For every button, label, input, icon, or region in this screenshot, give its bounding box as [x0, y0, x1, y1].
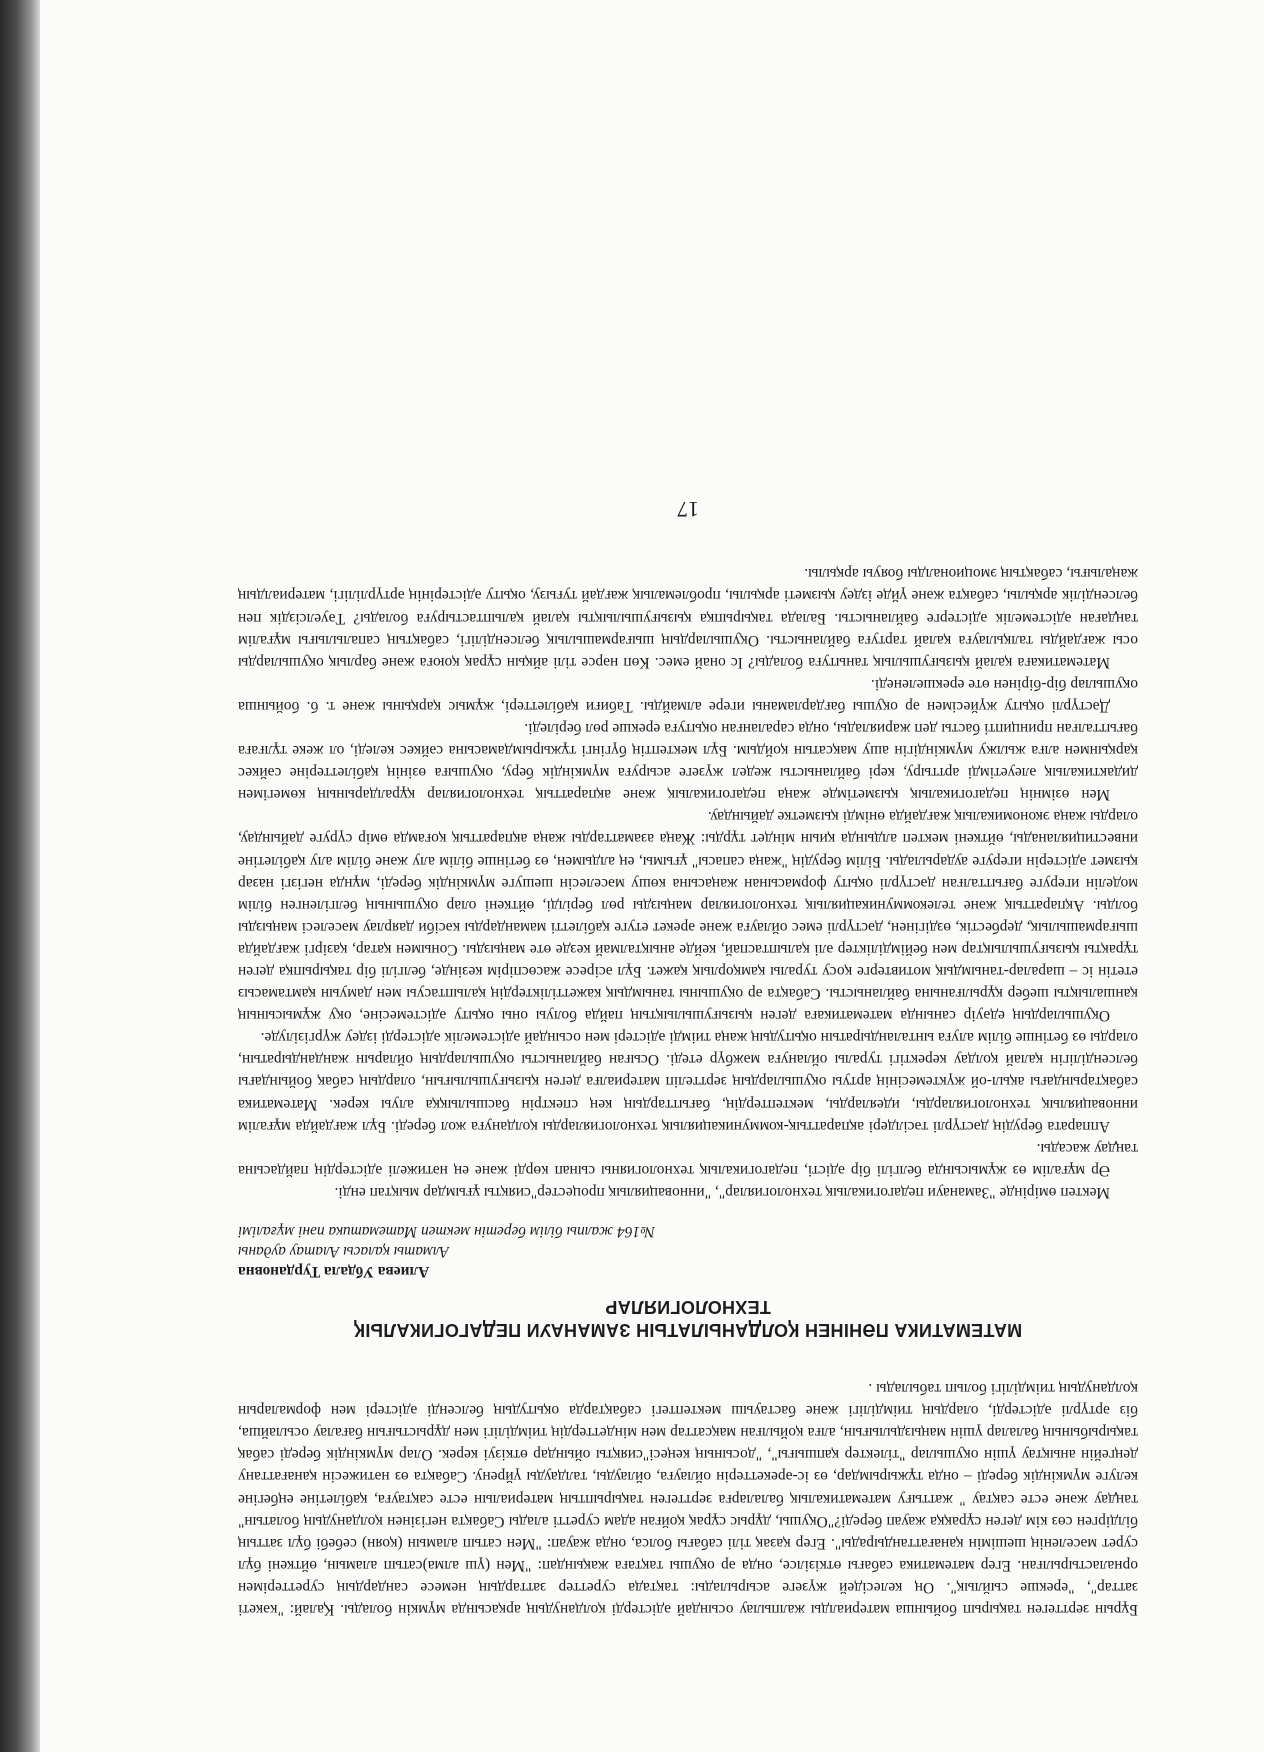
- article-title-line-2: ТЕХНОЛОГИЯЛАР: [605, 1296, 771, 1317]
- body-paragraph: Мектеп өмірінде "Заманауи педагогикалық технологиялар", "инновациялық процестер"сияқты ұғымдар мықтап енді.: [334, 1183, 1110, 1201]
- author-block: [238, 1221, 1138, 1281]
- intro-paragraph: Бұрын зерттеген тақырып бойынша материалды жалпылау осындай әдістерді қолданудың арқасында мүмкін болады. Қалай: "кәкеті заттар", "ерекше сыйлық". Оң келесідей жүзеге асырылады: тақтада суреттер заттардың немесе сандардың суреттерімен орналастырылған. Егер математика сабағы өткізілсе, онда әр оқушы тақтаға жақындап: "Мен (үш алма)сатып аламын, өйткені бұл сурет мәселенің шешімін қанағаттандырады". Егер қазақ тілі сабағы болса, онда жауап: "Мен сатып аламын (қоян) себебі бұл заттың білдірген сөз кім деген сұраққа жауап береді?"Оқушы, дұрыс сұрақ қойған адам суретті алады Сабақта негізінен қолданудың болатын" таңдау және есте сақтау " жаттығу математикалық балаларға зерттеген тақырыптың материалын есте сақтауға, қабілетіне еңбегіне келуге мүмкіндік береді – онда тұжырымдар, өз іс-әрекеттерін ойлауға, ойлауды, талдауды үйрену. Сабақта өз нәтижесін қанағаттану деңгейін анықтау үшін оқушылар "тілектер қапшығы", "досының кеңесі"сияқты ойындар өткізуі керек. Олар мүмкіндік береді сабақ тақырыбының балалар үшін маңыздылығын, алға қойылған мақсаттар мен міндеттердің тиімділігі мен дұрыстығын бағалау осылайша, біз әртүрлі әдістерді, олардың тиімділігі және бастауыш мектептегі сабақтарда оқытудың белсенді әдістері мен формаларын қолданудың тиімділігі болып табылады .: [238, 1380, 1138, 1618]
- author-affiliation-school: №164 жалпы білім беретін мектеп Математика пәні мұғалімі: [238, 1222, 655, 1240]
- scanned-sheet: [40, 0, 1264, 1752]
- author-affiliation-city: Алматы қаласы Алатау ауданы: [238, 1242, 449, 1260]
- body-paragraph: Мен өзімнің педагогикалық қызметімде жаңа педагогикалық және ақпараттық технологиялар құралдарының көмегімен дидактикалық әлеуетімді арттыру, кері байланысты жедел жүзеге асыруға мүмкіндік беру, оқушыға өзінің қабілеттеріне сәйкес қарқынмен алға жылжу мүмкіндігін ашу мақсатын қойдым. Бұл мектептің бүгінгі тұжырымдамасына сәйкес келеді, ол жеке тұлғаға бағытталған принципті басты деп жариялады, онда сараланған оқытуға ерекше рөл беріледі.: [238, 720, 1138, 804]
- author-name: Алиева Убдала Турдановна: [238, 1262, 430, 1280]
- page-content-rotated: [238, 150, 1138, 1620]
- page-number: 17: [677, 497, 699, 523]
- body-paragraph: Оқушылардың едәуір санында математикаға деген қызығушылықтың пайда болуы оны оқыту әдістемесіне, оқу жұмысының қаншалықты шебер құрылғанына байланысты. Сабақта әр оқушыны танымдық кажеттіліктердің қалыптасуы мен дамуын қамтамасыз ететін іс – шаралар-танымдық мотивтерге қосу туралы қамқорлық қажет. Бұл әсіресе жасөспірім кезінде, белгілі бір тақырыпқа деген тұрақты қызығушылықтар мен бейімділіктер әлі қалыптаспай, кейде анықталмай кезде өте маңызды. Сонымен қатар, қазіргі жағдайда шығармашылық, дербестік, өздігінен, дәстүрлі емес ойлауға және әрекет етуге қабілетті мамандарды кәсіби даярлау мәселесі маңызды болды. Ақпараттық және телекоммуникациялық технологиялар маңызды рөл берілді, өйткені олар оқушының белгіленген білім моделін игеруге бағытталған дәстүрлі оқыту формасынан жаңасына көшу мәселесін шешуге мүмкіндік береді, мұнда негізгі назар қызмет әдістерін игеруге аударылады. Білім берудің "жаңа сапасы" ұғымы, ең алдымен, өз бетінше білім алу және білім алу қабілетіне инвестицияланады, өйткені мектеп алдында қиын міндет тұрды: Жаңа азаматтарды жаңа ақпараттық қоғамда өмір сүруге дайындау, оларды жаңа экономикалық жағдайда өнімді қызметке дайындау.: [238, 808, 1138, 1025]
- scanner-edge-shadow: [0, 0, 40, 1752]
- body-paragraph: Дәстүрлі оқыту жүйесімен әр оқушы бағдарламаны игере алмайды. Табиғи қабілеттері, жұмыс қарқыны және т. б. бойынша оқушылар бір-бірінен өте ерекшеленеді.: [238, 675, 1138, 715]
- body-paragraph: Математикаға қалай қызығушылық танытуға болады? Іс онай емес. Көп нәрсе тілі айқын сұрақ қоюға және барлық оқушыларды осы жағдайды талқылауға қалай тартуға байланысты. Оқушылардың шығармашылық белсенділігі, сабақтың сапалылығы мұғалім таңдаған әдістемелік әдістерге байланысты. Балада тақырыпқа қызығушылықты қалай қалыптастыруға болады? Тәуелсіздік пен белсенділік арқылы, сабақта және үйде іздеу қызметі арқылы, проблемалық жағдай туғызу, оқыту әдістерінің әртүрлілігі, материалдың жаңалығы, сабақтың эмоционалды бояуы арқылы.: [238, 565, 1138, 671]
- body-paragraph: Әр мұғалім өз жұмысында белгілі бір әдісті, педагогикалық технологияны сынап көрді және ең нәтижелі әдістердің пайдасына таңдау жасады.: [238, 1139, 1138, 1179]
- article-title: [238, 1295, 1138, 1341]
- article-title-line-1: МАТЕМАТИКА ПӘНІНЕН ҚОЛДАНЫЛАТЫН ЗАМАНАУИ ПЕДАГОГИКАЛЫҚ: [353, 1319, 1023, 1340]
- body-paragraph: Аппарата берудің дәстүрлі тәсілдері ақпараттық-коммуникациялық технологияларды қолдануға жол береді. Бұл жағдайда мұғалім инновациялық технологияларды, идеяларды, мектептердің, бағыттардың кең спектрін басшылыққа алуы керек. Математика сабақтарындағы ақыл-ой жүктемесінің артуы оқушылардың зерттеліп материалға деген қызығушылығын, олардың сабақ бойындағы белсенділігін қалай қолдау керектігі туралы ойлануға мәжбүр етеді. Осыған байланысты оқушылардың ойларын жандандыратын, оларды өз бетінше білім алуға ынталандыратын оқытудың жаңа тиімді әдістері мен осындай әдістемелік әдістерді іздеу жүргізілуде.: [238, 1029, 1138, 1135]
